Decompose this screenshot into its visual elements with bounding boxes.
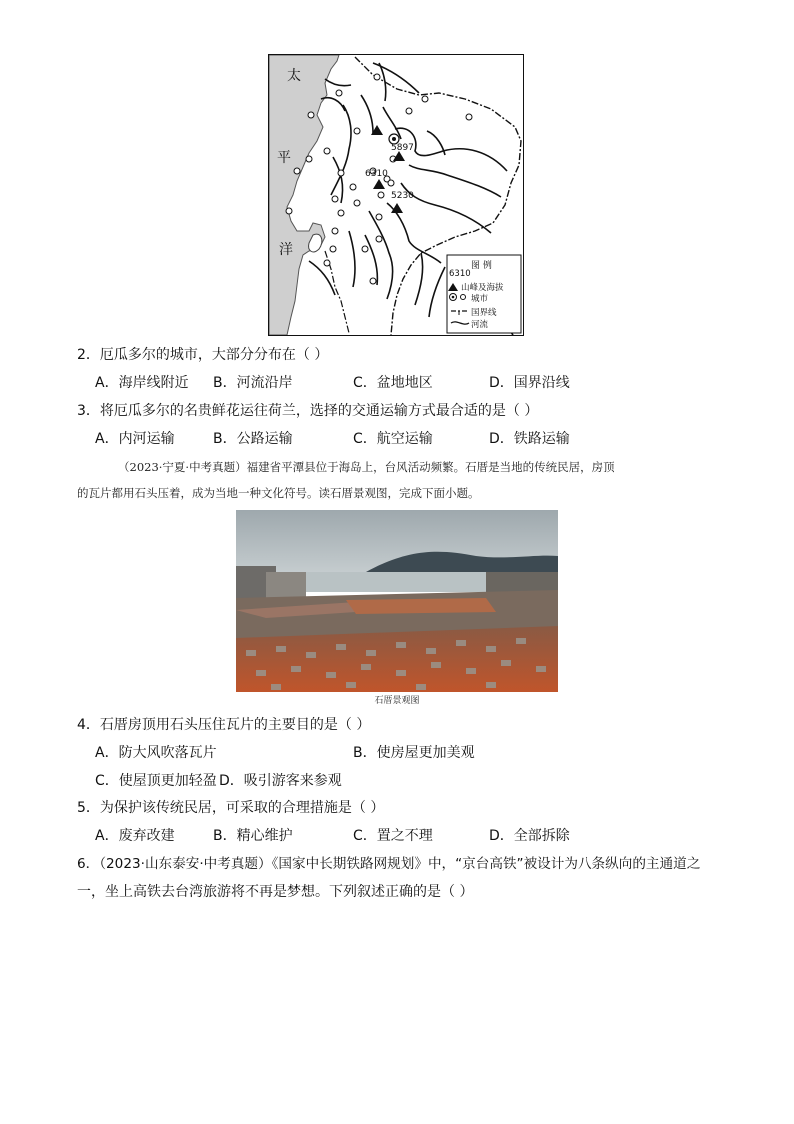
question-4-option-a: A．防大风吹落瓦片 bbox=[95, 745, 217, 761]
question-4-stem: 4．石厝房顶用石头压住瓦片的主要目的是（ ） bbox=[77, 717, 371, 733]
ocean-label-char-2: 平 bbox=[277, 150, 291, 166]
question-3-option-c: C．航空运输 bbox=[353, 431, 433, 447]
intro-line-1: （2023·宁夏·中考真题）福建省平潭县位于海岛上，台风活动频繁。石厝是当地的传统民居，房顶 bbox=[118, 460, 615, 474]
ocean-label-char-3: 洋 bbox=[279, 242, 293, 258]
question-6-line-2: 一，坐上高铁去台湾旅游将不再是梦想。下列叙述正确的是（ ） bbox=[77, 884, 474, 900]
question-3-option-d: D．铁路运输 bbox=[489, 431, 570, 447]
question-5-option-d: D．全部拆除 bbox=[489, 828, 570, 844]
question-3-stem: 3．将厄瓜多尔的名贵鲜花运往荷兰，选择的交通运输方式最合适的是（ ） bbox=[77, 403, 539, 419]
peak-elevation-2: 6310 bbox=[365, 169, 388, 179]
question-2-option-b: B．河流沿岸 bbox=[213, 375, 293, 391]
peak-elevation-1: 5897 bbox=[391, 143, 414, 153]
question-4-option-d: D．吸引游客来参观 bbox=[219, 773, 342, 789]
question-5-option-a: A．废弃改建 bbox=[95, 828, 175, 844]
stone-house-photo bbox=[236, 510, 558, 692]
legend-peak-sample: 6310 bbox=[449, 269, 471, 279]
question-4-option-c: C．使屋顶更加轻盈 bbox=[95, 773, 217, 789]
question-4-option-b: B．使房屋更加美观 bbox=[353, 745, 475, 761]
question-2-stem: 2．厄瓜多尔的城市，大部分分布在（ ） bbox=[77, 347, 329, 363]
question-2-option-d: D．国界沿线 bbox=[489, 375, 570, 391]
question-6-line-1: 6．（2023·山东泰安·中考真题）《国家中长期铁路网规划》中，“京台高铁”被设计为八条纵向的主通道之 bbox=[77, 856, 701, 872]
intro-line-2: 的瓦片都用石头压着，成为当地一种文化符号。读石厝景观图，完成下面小题。 bbox=[77, 486, 480, 500]
peak-elevation-3: 5230 bbox=[391, 191, 414, 201]
question-5-option-b: B．精心维护 bbox=[213, 828, 293, 844]
photo-caption: 石厝景观图 bbox=[374, 696, 420, 706]
legend-river-label: 河流 bbox=[471, 320, 489, 330]
legend-border-label: 国界线 bbox=[471, 308, 497, 318]
legend-peak-label: 山峰及海拔 bbox=[461, 283, 504, 293]
question-2-option-c: C．盆地地区 bbox=[353, 375, 433, 391]
ecuador-map bbox=[268, 54, 524, 336]
legend-city-label: 城市 bbox=[471, 294, 489, 304]
question-3-option-a: A．内河运输 bbox=[95, 431, 175, 447]
legend-title: 图 例 bbox=[471, 261, 492, 271]
question-3-option-b: B．公路运输 bbox=[213, 431, 293, 447]
ocean-label-char-1: 太 bbox=[287, 68, 301, 84]
question-5-option-c: C．置之不理 bbox=[353, 828, 433, 844]
question-2-option-a: A．海岸线附近 bbox=[95, 375, 189, 391]
question-5-stem: 5．为保护该传统民居，可采取的合理措施是（ ） bbox=[77, 800, 385, 816]
